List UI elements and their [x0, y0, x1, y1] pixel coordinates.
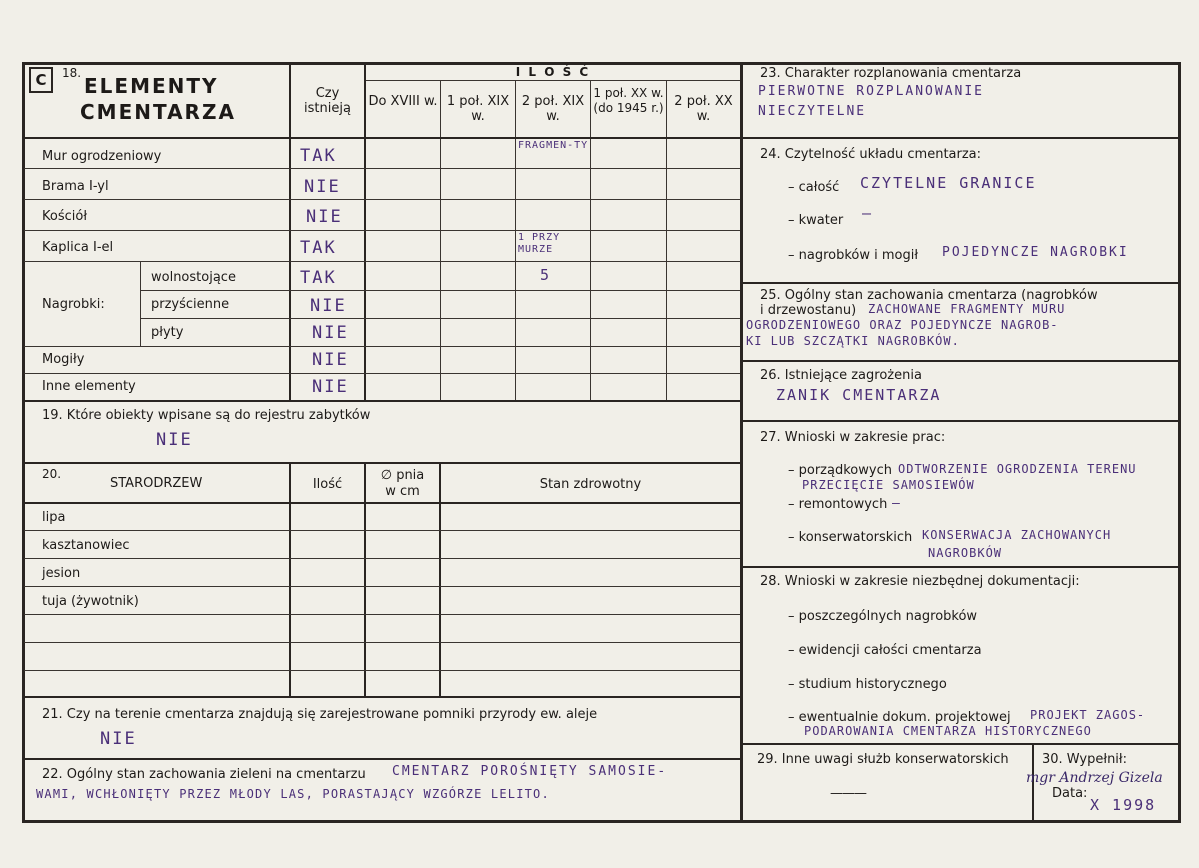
section22-value-line1: CMENTARZ POROŚNIĘTY SAMOSIE- — [392, 764, 668, 779]
section25-bottom — [742, 360, 1180, 362]
s20-col3 — [439, 462, 441, 696]
section23-value-line1: PIERWOTNE ROZPLANOWANIE — [758, 84, 985, 99]
section30-data-label: Data: — [1052, 786, 1088, 801]
section26-bottom — [742, 420, 1180, 422]
tree-tuja: tuja (żywotnik) — [42, 594, 139, 609]
value-kaplica: TAK — [300, 238, 337, 258]
section24-calosc: – całość — [788, 180, 840, 195]
section29-label: 29. Inne uwagi służb konserwatorskich — [757, 752, 1009, 767]
s20-row — [24, 530, 740, 531]
row-line — [24, 199, 740, 200]
section20-pnia: ∅ pnia — [380, 468, 425, 483]
section18-bottom — [22, 400, 742, 402]
section27-konserwatorskich-value2: NAGROBKÓW — [928, 546, 1003, 560]
section27-porzadkowych-value1: ODTWORZENIE OGRODZENIA TERENU — [898, 462, 1137, 476]
section18-title-line1: ELEMENTY — [84, 74, 219, 98]
section28-label: 28. Wnioski w zakresie niezbędnej dokumentacji: — [760, 574, 1080, 589]
header-col-1: Do XVIII w. — [368, 94, 438, 109]
section28-item1: – poszczególnych nagrobków — [788, 609, 978, 624]
section30-label: 30. Wypełnił: — [1042, 752, 1127, 767]
section27-remontowych-value: — — [892, 496, 902, 511]
row-label-brama: Brama I-yl — [42, 179, 109, 194]
s20-col1 — [289, 462, 291, 696]
section27-konserwatorskich: – konserwatorskich — [788, 530, 913, 545]
tree-kasztanowiec: kasztanowiec — [42, 538, 130, 553]
section19-value: NIE — [156, 430, 193, 450]
section27-porzadkowych-value2: PRZECIĘCIE SAMOSIEWÓW — [802, 478, 975, 492]
section29-value: ——— — [830, 786, 866, 801]
row-label-nagrobki: Nagrobki: — [42, 297, 105, 312]
s20-row — [24, 670, 740, 671]
section23-value-line2: NIECZYTELNE — [758, 104, 867, 119]
section27-porzadkowych: – porządkowych — [788, 463, 892, 478]
frame-divider — [740, 62, 743, 823]
value-brama: NIE — [304, 177, 341, 197]
header-col-5: 2 poł. XX w. — [674, 94, 733, 124]
section26-label: 26. Istniejące zagrożenia — [760, 368, 922, 383]
row-line — [140, 318, 740, 319]
s20-row — [24, 558, 740, 559]
section28-item4-value1: PROJEKT ZAGOS- — [1030, 708, 1146, 722]
header-ilosc: I L O Ś Ć — [515, 65, 591, 79]
section30-signature: mgr Andrzej Gizela — [1026, 770, 1163, 786]
section19-label: 19. Które obiekty wpisane są do rejestru zabytków — [42, 408, 371, 423]
section30-data-value: X 1998 — [1090, 796, 1157, 814]
value-inne: NIE — [312, 377, 349, 397]
section24-kwater-value: — — [862, 204, 874, 222]
section25-value-line1: ZACHOWANE FRAGMENTY MURU — [868, 302, 1066, 316]
section18-title-line2: CMENTARZA — [80, 100, 236, 124]
section25-label-line1: 25. Ogólny stan zachowania cmentarza (nagrobków — [760, 288, 1098, 303]
section24-calosc-value: CZYTELNE GRANICE — [860, 174, 1037, 192]
section18-number: 18. — [62, 66, 82, 80]
frame-bottom — [22, 820, 1180, 823]
section24-nagrobkow-value: POJEDYNCZE NAGROBKI — [942, 245, 1129, 260]
nagrobki-sep — [140, 261, 141, 346]
section20-number: 20. — [42, 467, 62, 481]
section19-bottom — [22, 462, 742, 464]
section28-item4: – ewentualnie dokum. projektowej — [788, 710, 1011, 725]
section20-ilosc: Ilość — [312, 477, 343, 492]
row-label-mogily: Mogiły — [42, 352, 85, 367]
s20-header-bottom — [22, 502, 742, 504]
s20-row — [24, 586, 740, 587]
col-sep-2 — [515, 80, 516, 402]
section25-value-line2: OGRODZENIOWEGO ORAZ POJEDYNCZE NAGROB- — [746, 318, 1059, 332]
section28-bottom — [742, 743, 1180, 745]
section25-value-line3: KI LUB SZCZĄTKI NAGROBKÓW. — [746, 334, 960, 348]
s20-row — [24, 642, 740, 643]
section28-item2: – ewidencji całości cmentarza — [788, 643, 982, 658]
section22-label: 22. Ogólny stan zachowania zieleni na cmentarzu — [42, 767, 366, 782]
col-sep-4 — [666, 80, 667, 402]
section25-label-line2: i drzewostanu) — [760, 303, 857, 318]
section28-item4-value2: PODAROWANIA CMENTARZA HISTORYCZNEGO — [804, 724, 1092, 738]
header-czy-istnieja: Czy istnieją — [304, 86, 351, 116]
section21-bottom — [22, 758, 742, 760]
tree-jesion: jesion — [42, 566, 81, 581]
header-col-2: 1 poł. XIX w. — [446, 94, 510, 124]
section24-nagrobkow: – nagrobków i mogił — [788, 248, 919, 263]
frame-left — [22, 62, 25, 823]
value-mur: TAK — [300, 146, 337, 166]
section27-konserwatorskich-value1: KONSERWACJA ZACHOWANYCH — [922, 528, 1112, 542]
row-label-przyscienne: przyścienne — [151, 297, 230, 312]
section20-title: STARODRZEW — [110, 476, 203, 491]
section-marker-c: C — [29, 67, 53, 93]
row-label-plyty: płyty — [151, 325, 184, 340]
note-kaplica: 1 PRZY MURZE — [518, 232, 561, 255]
section22-value-line2: WAMI, WCHŁONIĘTY PRZEZ MŁODY LAS, PORASTAJĄCY WZGÓRZE LELITO. — [36, 787, 550, 801]
row-line — [24, 230, 740, 231]
row-line — [24, 168, 740, 169]
note-mur: FRAGMEN-TY — [518, 140, 589, 151]
section20-wcm: w cm — [385, 484, 420, 499]
section28-item3: – studium historycznego — [788, 677, 947, 692]
row-label-mur: Mur ogrodzeniowy — [42, 149, 162, 164]
col-sep-1 — [440, 80, 441, 402]
header-col-3: 2 poł. XIX w. — [521, 94, 585, 124]
tree-lipa: lipa — [42, 510, 66, 525]
s20-row — [24, 614, 740, 615]
table18-header-bottom — [22, 137, 742, 139]
row-line — [24, 261, 740, 262]
section21-value: NIE — [100, 729, 137, 749]
section24-kwater: – kwater — [788, 213, 844, 228]
section27-remontowych: – remontowych — [788, 497, 888, 512]
row-label-kaplica: Kaplica I-el — [42, 240, 114, 255]
section26-value: ZANIK CMENTARZA — [776, 386, 942, 404]
frame-right — [1178, 62, 1181, 823]
row-line — [24, 373, 740, 374]
row-line — [24, 346, 740, 347]
col-sep-3 — [590, 80, 591, 402]
row-label-inne: Inne elementy — [42, 379, 136, 394]
section23-label: 23. Charakter rozplanowania cmentarza — [760, 66, 1022, 81]
section20-stan: Stan zdrowotny — [539, 477, 642, 492]
section21-label: 21. Czy na terenie cmentarza znajdują się zarejestrowane pomniki przyrody ew. aleje — [42, 707, 598, 722]
value-mogily: NIE — [312, 350, 349, 370]
section24-bottom — [742, 282, 1180, 284]
value-plyty: NIE — [312, 323, 349, 343]
value-kosciol: NIE — [306, 207, 343, 227]
row-label-wolnostojace: wolnostojące — [151, 270, 236, 285]
row-label-kosciol: Kościół — [42, 209, 88, 224]
section27-bottom — [742, 566, 1180, 568]
section20-bottom — [22, 696, 742, 698]
row-line — [140, 290, 740, 291]
value-wolnostojace: TAK — [300, 268, 337, 288]
note-wolnostojace: 5 — [540, 266, 552, 284]
section23-bottom — [742, 137, 1180, 139]
header-col-4: 1 poł. XX w. (do 1945 r.) — [593, 86, 664, 115]
ilosc-underline — [366, 80, 740, 81]
section27-label: 27. Wnioski w zakresie prac: — [760, 430, 946, 445]
col-ilosc-left — [364, 62, 366, 402]
section24-label: 24. Czytelność układu cmentarza: — [760, 147, 982, 162]
value-przyscienne: NIE — [310, 296, 347, 316]
